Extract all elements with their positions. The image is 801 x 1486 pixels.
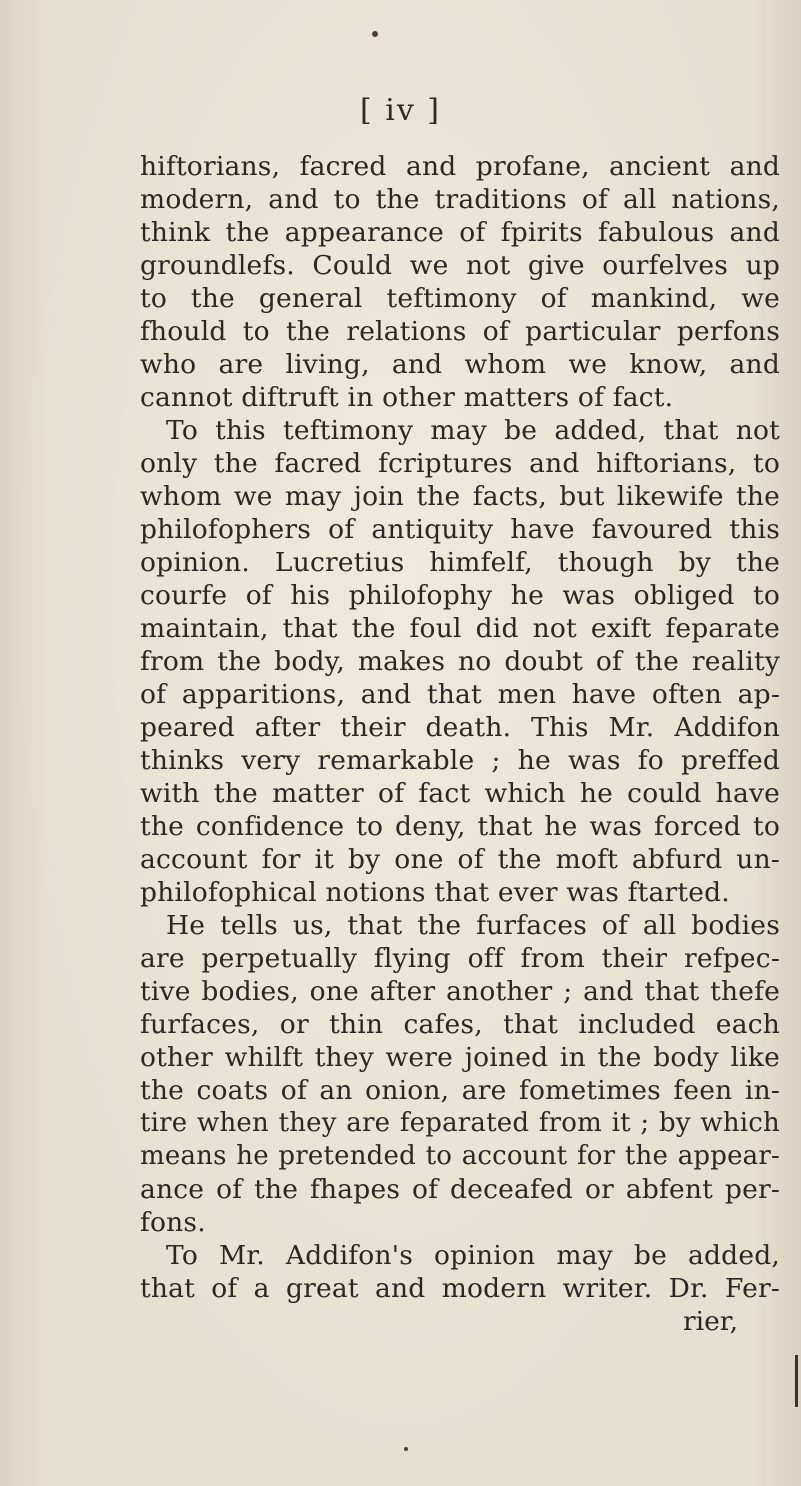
text-line: maintain, that the foul did not exift feparate xyxy=(140,613,780,644)
text-line: whom we may join the facts, but likewife the xyxy=(140,481,780,512)
text-line: of apparitions, and that men have often ap- xyxy=(140,679,780,710)
text-line: groundlefs. Could we not give ourfelves up xyxy=(140,250,780,281)
text-line: fons. xyxy=(140,1207,206,1238)
text-line: are perpetually flying off from their refpec- xyxy=(140,943,780,974)
text-line: think the appearance of fpirits fabulous and xyxy=(140,217,780,248)
text-line: opinion. Lucretius himfelf, though by the xyxy=(140,547,780,578)
catchword: rier, xyxy=(682,1306,738,1337)
text-line: courfe of his philofophy he was obliged to xyxy=(140,580,780,611)
text-line: He tells us, that the furfaces of all bodies xyxy=(166,910,780,941)
text-line: peared after their death. This Mr. Addifon xyxy=(140,712,780,743)
text-line: from the body, makes no doubt of the reality xyxy=(140,646,780,677)
body-text xyxy=(140,150,780,1338)
text-line: account for it by one of the moft abfurd un- xyxy=(140,844,780,875)
text-line: ance of the fhapes of deceafed or abfent per- xyxy=(140,1174,780,1205)
text-line: thinks very remarkable ; he was fo preffed xyxy=(140,745,780,776)
ink-speck xyxy=(372,31,378,37)
text-line: only the facred fcriptures and hiftorians, to xyxy=(140,448,780,479)
text-line: with the matter of fact which he could have xyxy=(140,778,780,809)
page-edge-mark xyxy=(795,1355,798,1407)
text-line: tive bodies, one after another ; and that thefe xyxy=(140,976,780,1007)
text-line: philofophers of antiquity have favoured this xyxy=(140,514,780,545)
text-line: fhould to the relations of particular perfons xyxy=(140,316,780,347)
text-line: tire when they are feparated from it ; by which xyxy=(140,1108,780,1138)
text-line: philofophical notions that ever was ftarted. xyxy=(140,877,730,908)
text-line: means he pretended to account for the appear- xyxy=(140,1141,780,1171)
text-line: the confidence to deny, that he was forced to xyxy=(140,811,780,842)
page-number: [ iv ] xyxy=(359,93,442,128)
text-line: who are living, and whom we know, and xyxy=(140,349,780,380)
text-line: To this teftimony may be added, that not xyxy=(166,415,780,446)
text-line: that of a great and modern writer. Dr. Fer- xyxy=(140,1273,780,1304)
text-line: the coats of an onion, are fometimes feen in- xyxy=(140,1075,780,1106)
text-line: to the general teftimony of mankind, we xyxy=(140,283,780,314)
text-line: hiftorians, facred and profane, ancient and xyxy=(140,151,780,182)
ink-speck xyxy=(404,1447,408,1451)
text-line: To Mr. Addifon's opinion may be added, xyxy=(166,1240,780,1271)
text-line: other whilft they were joined in the body like xyxy=(140,1042,780,1073)
text-line: modern, and to the traditions of all nations, xyxy=(140,184,780,215)
text-line: cannot diftruft in other matters of fact. xyxy=(140,382,674,413)
text-line: furfaces, or thin cafes, that included each xyxy=(140,1009,780,1040)
